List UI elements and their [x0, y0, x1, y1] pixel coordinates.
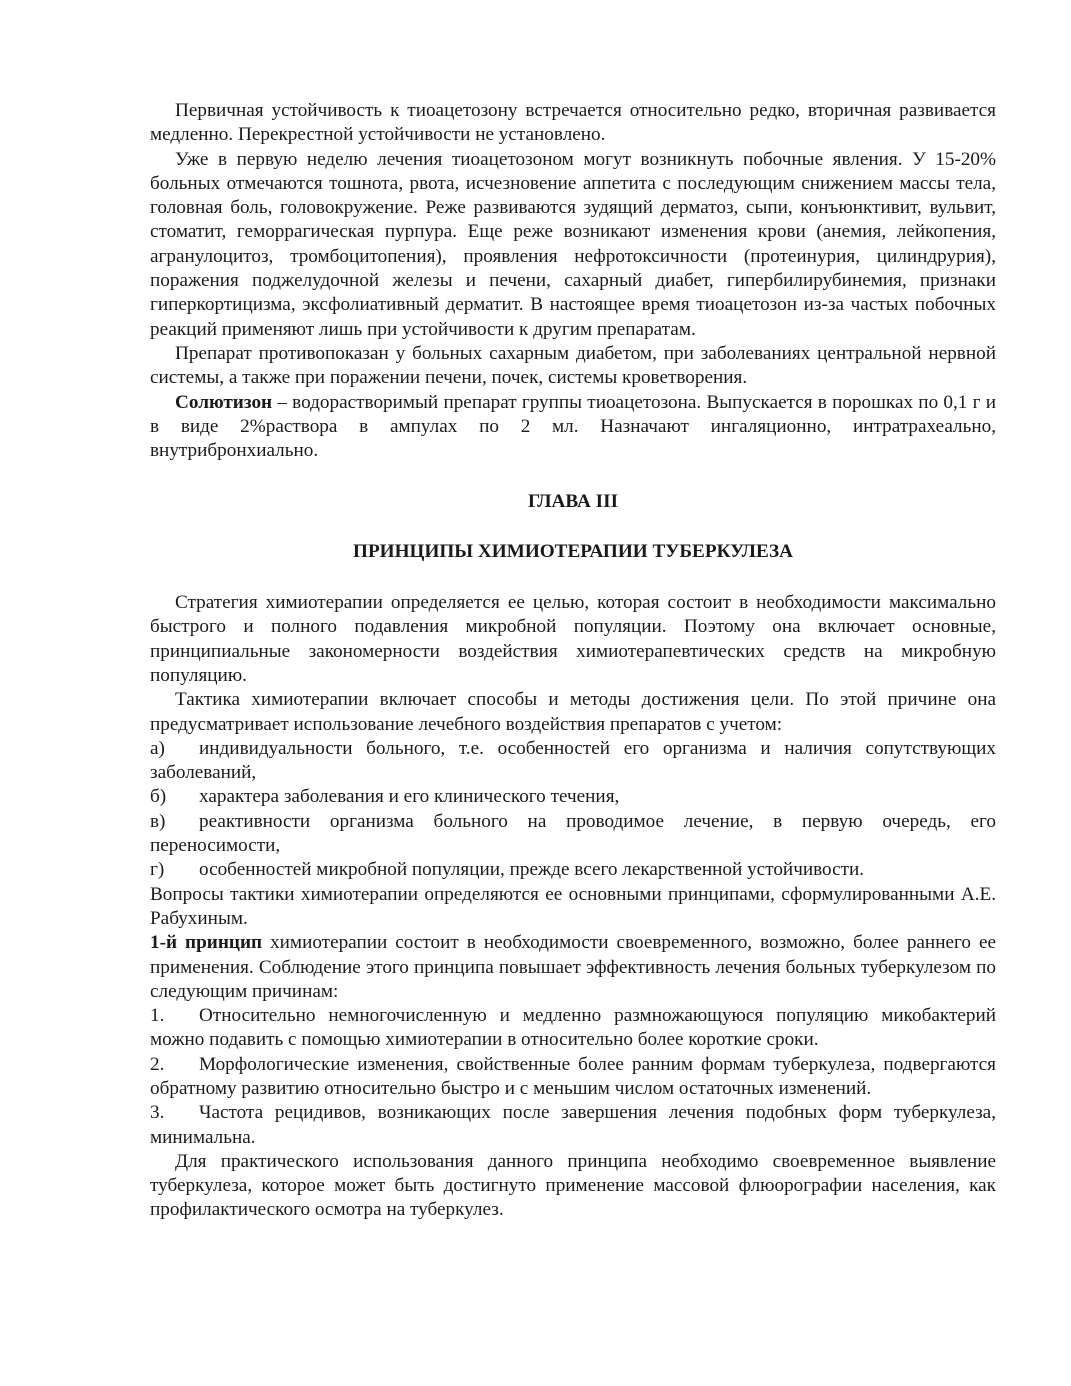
list-item [150, 858, 996, 882]
paragraph-first-principle [150, 931, 996, 1004]
paragraph-tactics-questions: Вопросы тактики химиотерапии определяются ее основными принципами, сформулированными А.Е. Рабухиным. [150, 883, 996, 929]
list-item-text: реактивности организма больного на проводимое лечение, в первую очередь, его переносимости, [150, 810, 996, 857]
list-marker: а) [150, 737, 165, 759]
chapter-number: ГЛАВА III [527, 491, 619, 513]
numbered-marker: 3. [150, 1102, 165, 1124]
list-marker: в) [150, 810, 166, 832]
first-principle-term: 1-й принцип [150, 932, 263, 954]
paragraph-solutizon [150, 391, 996, 464]
first-principle-description: химиотерапии состоит в необходимости своевременного, возможно, более раннего ее применения. Соблюдение этого принципа повышает эффективность лечения больных туберкулезом по следующим причинам: [150, 932, 997, 1002]
solutizon-term: Солютизон [175, 391, 273, 413]
paragraph-primary-resistance: Первичная устойчивость к тиоацетозону встречается относительно редко, вторичная развивается медленно. Перекрестной устойчивости не установлено. [150, 100, 996, 146]
numbered-item [150, 1004, 996, 1053]
numbered-item-text: Частота рецидивов, возникающих после завершения лечения подобных форм туберкулеза, минимальна. [150, 1102, 996, 1148]
chapter-title: ПРИНЦИПЫ ХИМИОТЕРАПИИ ТУБЕРКУЛЕЗА [353, 540, 793, 562]
list-marker: б) [150, 786, 167, 808]
numbered-marker: 1. [150, 1005, 165, 1027]
numbered-item-text: Морфологические изменения, свойственные более ранним формам туберкулеза, подвергаются обратному развитию относительно быстро и с меньшим числом остаточных изменений. [150, 1053, 996, 1099]
list-item [150, 737, 996, 786]
numbered-item-text: Относительно немногочисленную и медленно размножающуюся популяцию микобактерий можно подавить с помощью химиотерапии в относительно более короткие сроки. [150, 1005, 996, 1051]
document-page [150, 99, 996, 1223]
paragraph-side-effects: Уже в первую неделю лечения тиоацетозоном могут возникнуть побочные явления. У 15-20% больных отмечаются тошнота, рвота, исчезновение аппетита с последующим снижением массы тела, головная боль, головокружение. Реже развиваются зудящий дерматоз, сыпи, конъюнктивит, вульвит, стоматит, геморрагическая пурпура. Еще реже возникают изменения крови (анемия, лейкопения, агранулоцитоз, тромбоцитопения), проявления нефротоксичности (протеинурия, цилиндрурия), поражения поджелудочной железы и печени, сахарный диабет, гипербилирубинемия, признаки гиперкортицизма, эксфолиативный дерматит. В настоящее время тиоацетозон из-за частых побочных реакций применяют лишь при устойчивости к другим препаратам. [150, 148, 996, 340]
numbered-item [150, 1053, 996, 1102]
list-item-text: характера заболевания и его клинического течения, [199, 786, 620, 808]
list-item-text: индивидуальности больного, т.е. особенностей его организма и наличия сопутствующих заболеваний, [150, 737, 996, 784]
numbered-marker: 2. [150, 1053, 165, 1075]
paragraph-contraindications: Препарат противопоказан у больных сахарным диабетом, при заболеваниях центральной нервной системы, а также при поражении печени, почек, системы кроветворения. [150, 342, 996, 389]
list-marker: г) [150, 859, 165, 881]
list-item-text: особенностей микробной популяции, прежде всего лекарственной устойчивости. [199, 859, 865, 881]
numbered-item [150, 1101, 996, 1150]
solutizon-description: – водорастворимый препарат группы тиоацетозона. Выпускается в порошках по 0,1 г и в виде 2%раствора в ампулах по 2 мл. Назначают ингаляционно, интратрахеально, внутрибронхиально. [150, 391, 996, 462]
paragraph-tactics: Тактика химиотерапии включает способы и методы достижения цели. По этой причине она предусматривает использование лечебного воздействия препаратов с учетом: [150, 689, 996, 735]
list-item [150, 785, 996, 809]
list-item [150, 810, 996, 859]
paragraph-practical-use: Для практического использования данного принципа необходимо своевременное выявление туберкулеза, которое может быть достигнуто применение массовой флюорографии населения, как профилактического осмотра на туберкулез. [150, 1150, 996, 1221]
paragraph-strategy: Стратегия химиотерапии определяется ее целью, которая состоит в необходимости максимально быстрого и полного подавления микробной популяции. Поэтому она включает основные, принципиальные закономерности воздействия химиотерапевтических средств на микробную популяцию. [150, 592, 996, 686]
